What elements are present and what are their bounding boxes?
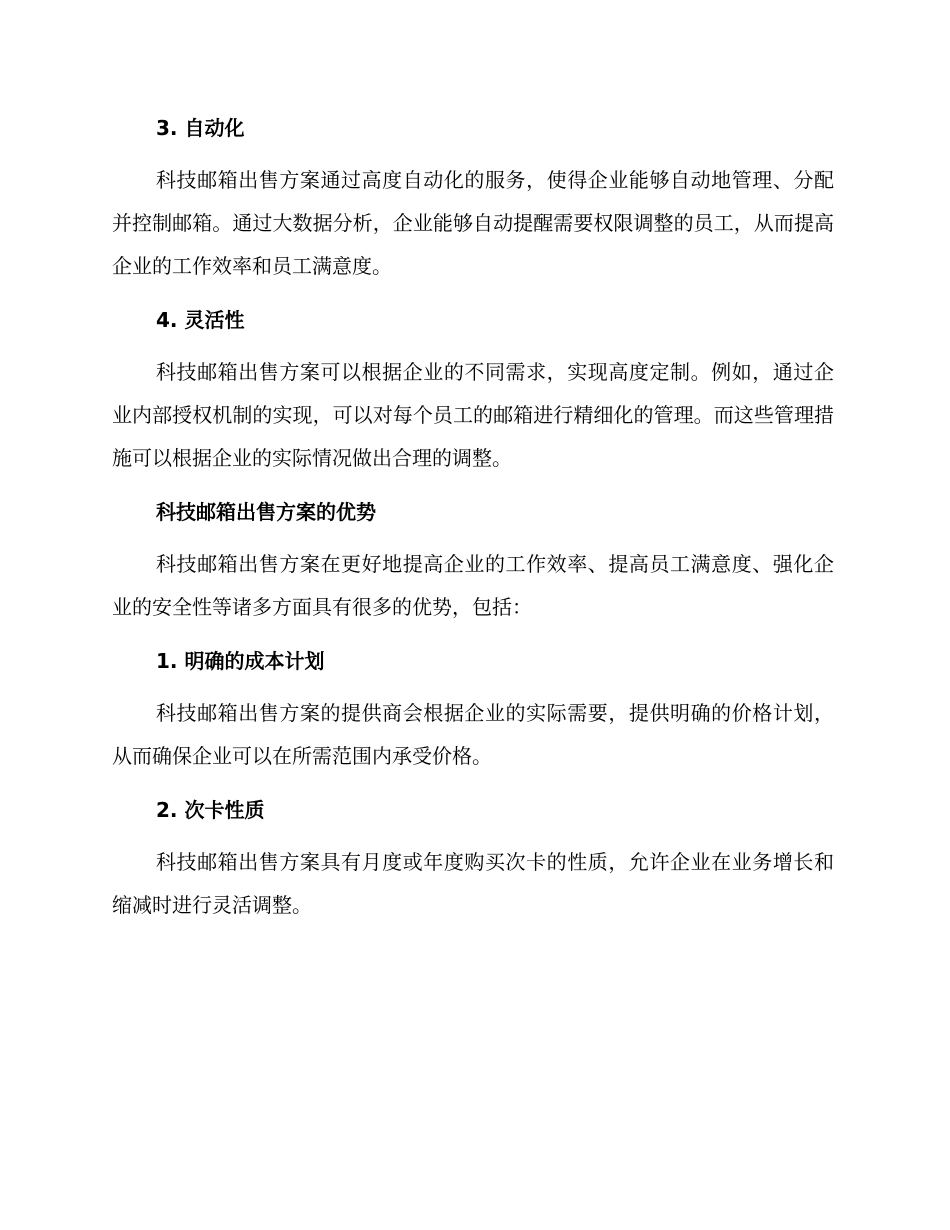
section-heading-flexibility: 4. 灵活性 — [156, 308, 245, 332]
section-heading-pass-card: 2. 次卡性质 — [156, 798, 265, 822]
section-paragraph-advantages: 科技邮箱出售方案在更好地提高企业的工作效率、提高员工满意度、强化企业的安全性等诸多方面具有很多的优势，包括： — [112, 552, 834, 619]
section-paragraph-flexibility: 科技邮箱出售方案可以根据企业的不同需求，实现高度定制。例如，通过企业内部授权机制的实现，可以对每个员工的邮箱进行精细化的管理。而这些管理措施可以根据企业的实际情况做出合理的调整。 — [112, 360, 834, 470]
section-heading-advantages: 科技邮箱出售方案的优势 — [156, 500, 376, 524]
section-paragraph-cost-plan: 科技邮箱出售方案的提供商会根据企业的实际需要，提供明确的价格计划，从而确保企业可以在所需范围内承受价格。 — [112, 701, 834, 768]
section-paragraph-pass-card: 科技邮箱出售方案具有月度或年度购买次卡的性质，允许企业在业务增长和缩减时进行灵活调整。 — [112, 850, 834, 917]
section-heading-cost-plan: 1. 明确的成本计划 — [156, 649, 325, 673]
section-paragraph-automation: 科技邮箱出售方案通过高度自动化的服务，使得企业能够自动地管理、分配并控制邮箱。通过大数据分析，企业能够自动提醒需要权限调整的员工，从而提高企业的工作效率和员工满意度。 — [112, 168, 834, 278]
document-body — [112, 108, 834, 927]
section-heading-automation: 3. 自动化 — [156, 116, 245, 140]
